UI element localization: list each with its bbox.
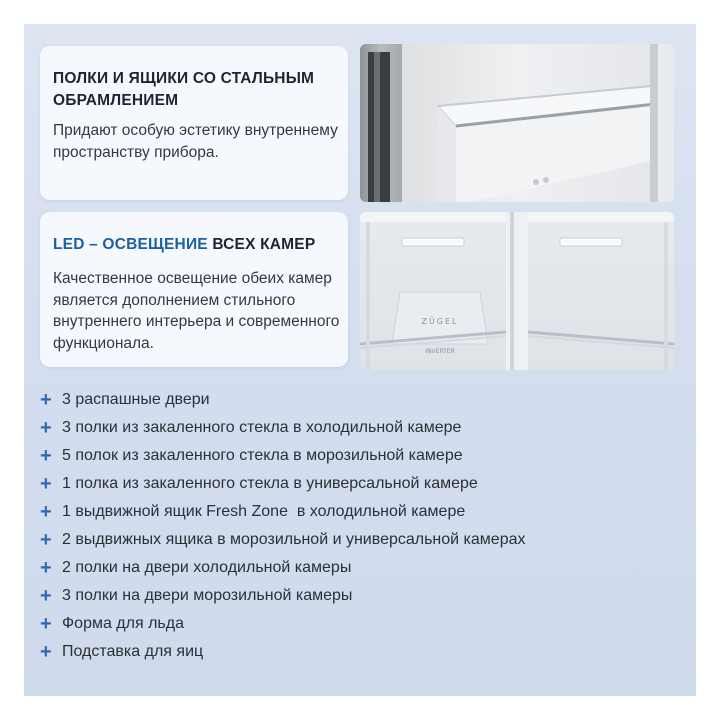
plus-icon: +: [40, 585, 52, 607]
steel-shelf-photo: [360, 44, 674, 202]
feature-panel: [24, 24, 696, 696]
plus-icon: +: [40, 557, 52, 579]
list-item: [40, 470, 680, 498]
specs-list: [40, 386, 680, 666]
spec-text: 1 выдвижной ящик Fresh Zone в холодильной камере: [62, 503, 466, 520]
spec-text: 2 выдвижных ящика в морозильной и универсальной камерах: [62, 531, 526, 548]
list-item: [40, 526, 680, 554]
list-item: [40, 386, 680, 414]
photo-model-text: INVERTER: [425, 348, 455, 355]
feature-title: [53, 234, 343, 256]
list-item: [40, 442, 680, 470]
plus-icon: +: [40, 641, 52, 663]
plus-icon: +: [40, 613, 52, 635]
plus-icon: +: [40, 417, 52, 439]
photo-brand-text: ZÜGEL: [421, 317, 459, 326]
feature-title-main: ВСЕХ КАМЕР: [207, 236, 316, 253]
list-item: [40, 610, 680, 638]
list-item: [40, 582, 680, 610]
spec-text: 3 распашные двери: [62, 391, 210, 408]
spec-text: 3 полки на двери морозильной камеры: [62, 587, 353, 604]
spec-text: 1 полка из закаленного стекла в универсальной камере: [62, 475, 478, 492]
feature-title-accent: LED – ОСВЕЩЕНИЕ: [53, 236, 208, 253]
led-light-photo: [360, 212, 674, 370]
feature-card-led-lighting: [40, 212, 348, 367]
plus-icon: +: [40, 529, 52, 551]
spec-text: Форма для льда: [62, 615, 184, 632]
list-item: [40, 498, 680, 526]
spec-text: 3 полки из закаленного стекла в холодильной камере: [62, 419, 462, 436]
feature-title: [53, 68, 343, 112]
list-item: [40, 414, 680, 442]
spec-text: Подставка для яиц: [62, 643, 204, 660]
feature-description: Придают особую эстетику внутреннему пространству прибора.: [53, 122, 338, 161]
feature-title-main: ПОЛКИ И ЯЩИКИ СО СТАЛЬНЫМ ОБРАМЛЕНИЕМ: [53, 70, 315, 109]
plus-icon: +: [40, 389, 52, 411]
spec-text: 2 полки на двери холодильной камеры: [62, 559, 352, 576]
list-item: [40, 554, 680, 582]
feature-card-steel-shelves: [40, 46, 348, 200]
plus-icon: +: [40, 473, 52, 495]
feature-description: Качественное освещение обеих камер является дополнением стильного внутреннего интерьера и современного функционала.: [53, 270, 340, 352]
list-item: [40, 638, 680, 666]
plus-icon: +: [40, 501, 52, 523]
spec-text: 5 полок из закаленного стекла в морозильной камере: [62, 447, 463, 464]
plus-icon: +: [40, 445, 52, 467]
